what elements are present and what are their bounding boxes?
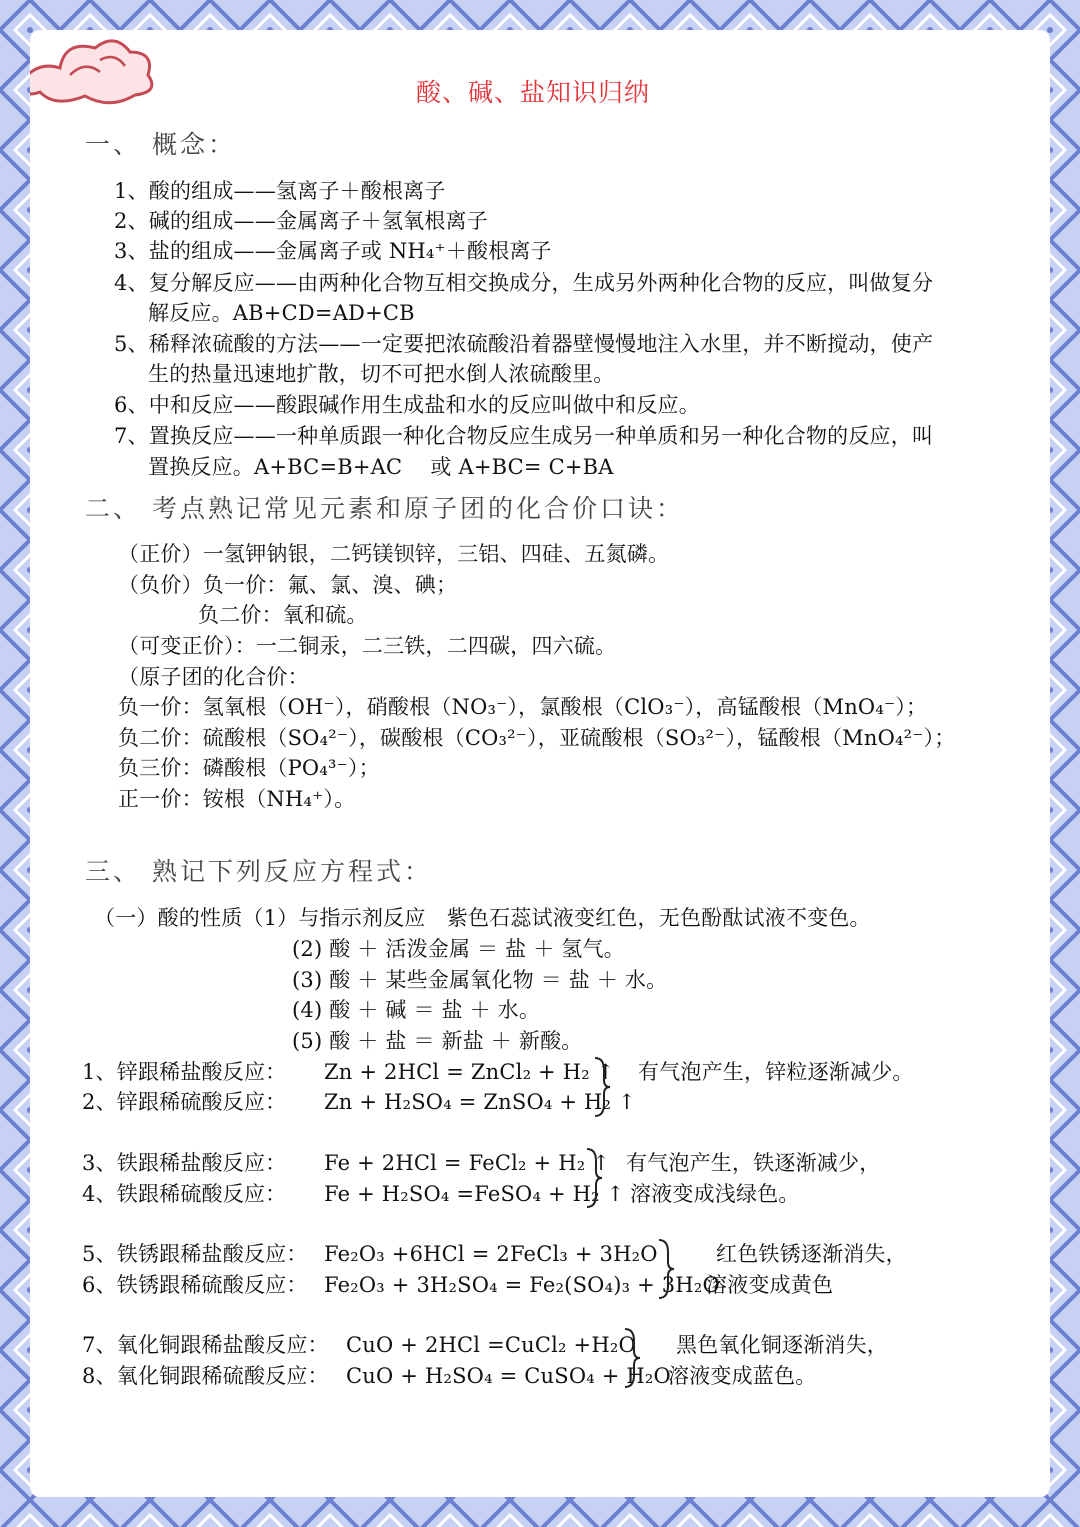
- reaction-5-equation: Fe₂O₃ +6HCl = 2FeCl₃ + 3H₂O: [324, 1242, 658, 1266]
- reaction-3-name: 3、铁跟稀盐酸反应：: [82, 1151, 287, 1175]
- page-title: 酸、碱、盐知识归纳: [416, 78, 651, 107]
- reaction-3-equation: Fe + 2HCl = FeCl₂ + H₂ ↑: [324, 1151, 611, 1175]
- valence-negative-2: 负二价：氧和硫。: [198, 603, 368, 627]
- acid-property-4: (4) 酸 ＋ 碱 ＝ 盐 ＋ 水。: [292, 998, 541, 1022]
- concept-line-7-cont: 置换反应。A+BC=B+AC 或 A+BC= C+BA: [148, 455, 614, 479]
- reaction-note-3: 溶液变成浅绿色。: [630, 1182, 800, 1206]
- reaction-note-4: 红色铁锈逐渐消失，: [716, 1242, 907, 1266]
- reaction-note-1: 有气泡产生，锌粒逐渐减少。: [638, 1060, 914, 1084]
- reaction-2-name: 2、锌跟稀硫酸反应：: [82, 1090, 287, 1114]
- reaction-2-equation: Zn + H₂SO₄ = ZnSO₄ + H₂ ↑: [324, 1090, 636, 1114]
- radical-heading: （原子团的化合价：: [118, 665, 309, 689]
- acid-property-2: (2) 酸 ＋ 活泼金属 ＝ 盐 ＋ 氢气。: [292, 937, 625, 961]
- concept-line-2: 2、碱的组成——金属离子＋氢氧根离子: [114, 209, 488, 233]
- reaction-8-equation: CuO + H₂SO₄ = CuSO₄ + H₂O: [346, 1364, 671, 1388]
- document-sheet: [30, 30, 1050, 1497]
- section-1-heading: 一、 概念：: [85, 130, 236, 159]
- radical-plus-1: 正一价：铵根（NH₄⁺）。: [118, 787, 356, 811]
- reaction-4-name: 4、铁跟稀硫酸反应：: [82, 1182, 287, 1206]
- reaction-6-name: 6、铁锈跟稀硫酸反应：: [82, 1273, 308, 1297]
- radical-minus-1: 负一价：氢氧根（OH⁻），硝酸根（NO₃⁻），氯酸根（ClO₃⁻），高锰酸根（MnO₄⁻）；: [118, 695, 928, 719]
- concept-line-7: 7、置换反应——一种单质跟一种化合物反应生成另一种单质和另一种化合物的反应，叫: [114, 424, 934, 448]
- concept-line-4: 4、复分解反应——由两种化合物互相交换成分，生成另外两种化合物的反应，叫做复分: [114, 271, 934, 295]
- section-3-heading: 三、 熟记下列反应方程式：: [85, 857, 432, 886]
- valence-variable: （可变正价）：一二铜汞，二三铁，二四碳，四六硫。: [118, 634, 617, 658]
- acid-property-5: (5) 酸 ＋ 盐 ＝ 新盐 ＋ 新酸。: [292, 1029, 583, 1053]
- concept-line-3: 3、盐的组成——金属离子或 NH₄⁺＋酸根离子: [114, 239, 552, 263]
- valence-positive: （正价）一氢钾钠银，二钙镁钡锌，三铝、四硅、五氮磷。: [118, 542, 670, 566]
- reaction-1-equation: Zn + 2HCl = ZnCl₂ + H₂ ↑: [324, 1060, 615, 1084]
- reaction-5-name: 5、铁锈跟稀盐酸反应：: [82, 1242, 308, 1266]
- reaction-note-2: 有气泡产生，铁逐渐减少，: [626, 1151, 881, 1175]
- right-brace-icon: [592, 1056, 612, 1118]
- concept-line-1: 1、酸的组成——氢离子＋酸根离子: [114, 179, 446, 203]
- reaction-note-6: 黑色氧化铜逐渐消失，: [676, 1333, 888, 1357]
- radical-minus-2: 负二价：硫酸根（SO₄²⁻），碳酸根（CO₃²⁻），亚硫酸根（SO₃²⁻），锰酸根（MnO₄²⁻）；: [118, 726, 956, 750]
- valence-negative-1: （负价）负一价：氟、氯、溴、碘；: [118, 573, 458, 597]
- radical-minus-3: 负三价：磷酸根（PO₄³⁻）；: [118, 756, 380, 780]
- cloud-decoration-icon: [30, 30, 160, 110]
- reaction-4-equation: Fe + H₂SO₄ =FeSO₄ + H₂ ↑: [324, 1182, 625, 1206]
- acid-property-3: (3) 酸 ＋ 某些金属氧化物 ＝ 盐 ＋ 水。: [292, 968, 668, 992]
- concept-line-4-cont: 解反应。AB+CD=AD+CB: [148, 301, 415, 325]
- right-brace-icon: [622, 1327, 642, 1389]
- section-2-heading: 二、 考点熟记常见元素和原子团的化合价口诀：: [85, 494, 684, 523]
- reaction-note-7: 溶液变成蓝色。: [668, 1364, 817, 1388]
- reaction-8-name: 8、氧化铜跟稀硫酸反应：: [82, 1364, 329, 1388]
- right-brace-icon: [584, 1147, 604, 1209]
- reaction-1-name: 1、锌跟稀盐酸反应：: [82, 1060, 287, 1084]
- concept-line-5: 5、稀释浓硫酸的方法——一定要把浓硫酸沿着器壁慢慢地注入水里，并不断搅动，使产: [114, 332, 934, 356]
- acid-property-1: （一）酸的性质（1）与指示剂反应 紫色石蕊试液变红色，无色酚酞试液不变色。: [94, 906, 871, 930]
- right-brace-icon: [656, 1238, 676, 1300]
- reaction-note-5: 溶液变成黄色: [706, 1273, 834, 1297]
- reaction-7-equation: CuO + 2HCl =CuCl₂ +H₂O: [346, 1333, 636, 1357]
- concept-line-6: 6、中和反应——酸跟碱作用生成盐和水的反应叫做中和反应。: [114, 393, 700, 417]
- reaction-6-equation: Fe₂O₃ + 3H₂SO₄ = Fe₂(SO₄)₃ + 3H₂O: [324, 1273, 720, 1297]
- concept-line-5-cont: 生的热量迅速地扩散，切不可把水倒人浓硫酸里。: [148, 362, 615, 386]
- reaction-7-name: 7、氧化铜跟稀盐酸反应：: [82, 1333, 329, 1357]
